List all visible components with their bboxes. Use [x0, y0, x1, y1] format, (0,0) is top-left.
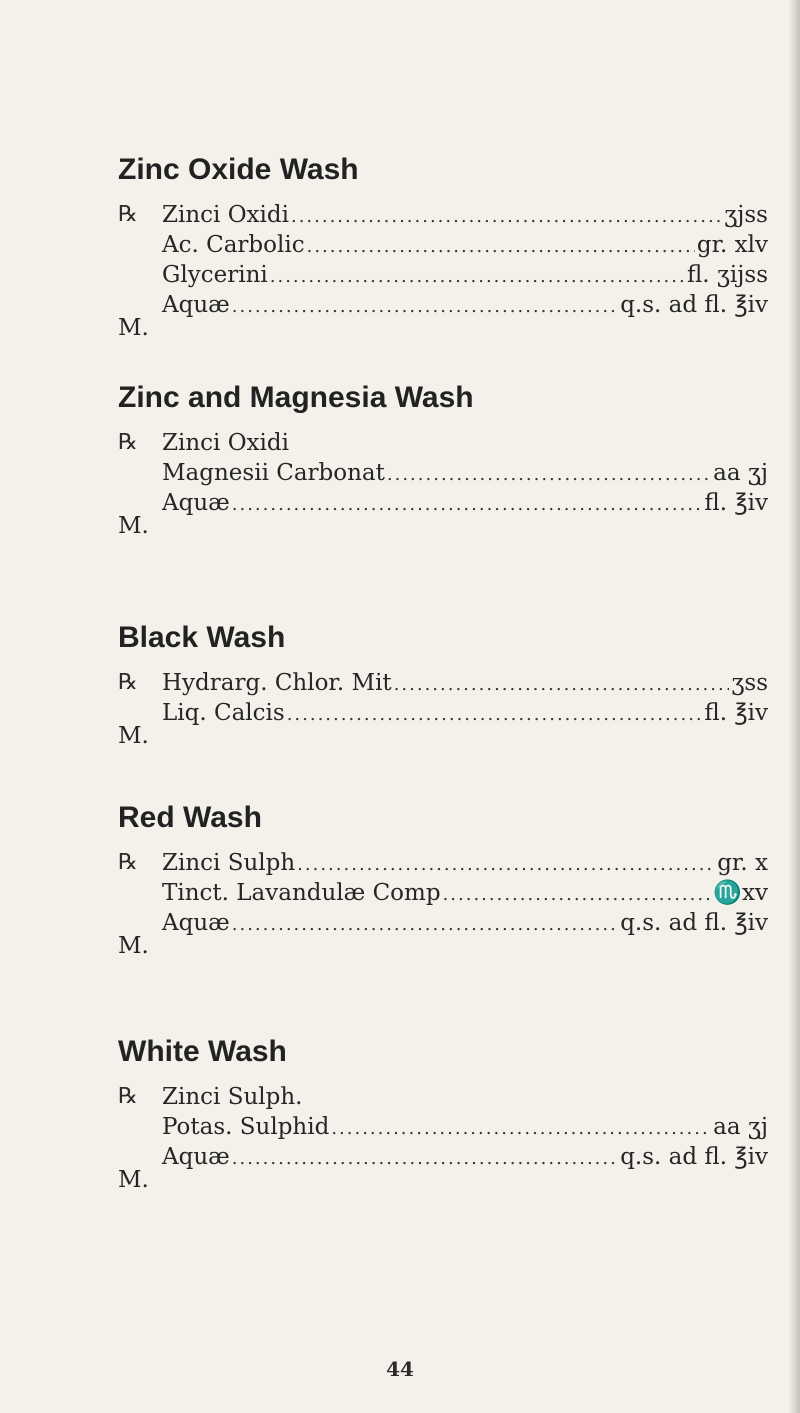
ingredient-name: Aquæ — [162, 292, 230, 318]
ingredient-quantity: q.s. ad fl. ℥iv — [620, 1144, 768, 1170]
ingredient-name: Zinci Oxidi — [162, 202, 289, 228]
ingredient-line — [118, 668, 768, 698]
ingredient-quantity: gr. xlv — [696, 232, 768, 258]
ingredient-line — [118, 290, 768, 320]
ingredient-line — [118, 200, 768, 230]
dot-leader — [232, 292, 618, 322]
ingredient-quantity: aa ʒj — [713, 460, 768, 486]
dot-leader — [270, 262, 685, 292]
ingredient-line — [118, 428, 768, 458]
prescription-symbol: ℞ — [118, 202, 138, 227]
ingredient-quantity: gr. x — [717, 850, 768, 876]
ingredient — [162, 290, 768, 322]
prescription-symbol: ℞ — [118, 670, 138, 695]
ingredient — [162, 428, 768, 458]
ingredient-name: Glycerini — [162, 262, 268, 288]
recipe-title: Black Wash — [118, 621, 286, 654]
ingredient-line — [118, 848, 768, 878]
dot-leader — [387, 460, 711, 490]
recipe-title: Zinc Oxide Wash — [118, 153, 359, 186]
ingredient — [162, 488, 768, 520]
ingredient-name: Aquæ — [162, 910, 230, 936]
recipe-closing: M. — [118, 315, 149, 341]
ingredient-name: Zinci Oxidi — [162, 430, 289, 456]
ingredient-line — [118, 1082, 768, 1112]
recipe-zinc-oxide-wash — [118, 152, 768, 341]
ingredient-name: Aquæ — [162, 490, 230, 516]
ingredient-quantity: ʒjss — [724, 202, 768, 228]
ingredient-name: Aquæ — [162, 1144, 230, 1170]
ingredient-line — [118, 878, 768, 908]
ingredient-quantity: ʒss — [731, 670, 768, 696]
ingredient — [162, 1112, 768, 1144]
dot-leader — [287, 700, 703, 730]
recipe-black-wash — [118, 620, 768, 749]
ingredient — [162, 668, 768, 700]
ingredient-name: Hydrarg. Chlor. Mit — [162, 670, 392, 696]
dot-leader — [297, 850, 715, 880]
recipe-title: Zinc and Magnesia Wash — [118, 381, 474, 414]
ingredient-name: Liq. Calcis — [162, 700, 285, 726]
ingredient — [162, 200, 768, 232]
dot-leader — [307, 232, 695, 262]
dot-leader — [394, 670, 730, 700]
ingredient — [162, 1142, 768, 1174]
ingredient-quantity: q.s. ad fl. ℥iv — [620, 292, 768, 318]
ingredient-quantity: aa ʒj — [713, 1114, 768, 1140]
ingredient-line — [118, 1142, 768, 1172]
dot-leader — [443, 880, 712, 910]
dot-leader — [232, 490, 703, 520]
ingredient — [162, 260, 768, 292]
recipe-red-wash — [118, 800, 768, 959]
ingredient — [162, 908, 768, 940]
ingredient — [162, 458, 768, 490]
recipe-closing: M. — [118, 933, 149, 959]
recipe-white-wash — [118, 1034, 768, 1193]
ingredient-line — [118, 458, 768, 488]
recipe-title: Red Wash — [118, 801, 262, 834]
ingredient-quantity: ♏xv — [713, 880, 768, 906]
ingredient-line — [118, 488, 768, 518]
recipe-closing: M. — [118, 1167, 149, 1193]
ingredient — [162, 848, 768, 880]
ingredient-line — [118, 230, 768, 260]
ingredient-name: Potas. Sulphid — [162, 1114, 330, 1140]
ingredient-quantity: q.s. ad fl. ℥iv — [620, 910, 768, 936]
page-edge-shadow — [788, 0, 800, 1413]
ingredient — [162, 698, 768, 730]
recipe-title: White Wash — [118, 1035, 287, 1068]
recipe-zinc-and-magnesia-wash — [118, 380, 768, 539]
dot-leader — [232, 1144, 618, 1174]
ingredient-quantity: fl. ʒijss — [686, 262, 768, 288]
ingredient — [162, 230, 768, 262]
ingredient-line — [118, 260, 768, 290]
ingredient-line — [118, 698, 768, 728]
ingredient-name: Tinct. Lavandulæ Comp — [162, 880, 441, 906]
ingredient-quantity: fl. ℥iv — [704, 490, 768, 516]
recipe-closing: M. — [118, 723, 149, 749]
prescription-symbol: ℞ — [118, 1084, 138, 1109]
ingredient-line — [118, 908, 768, 938]
ingredient-name: Ac. Carbolic — [162, 232, 305, 258]
ingredient-name: Zinci Sulph. — [162, 1084, 303, 1110]
ingredient-line — [118, 1112, 768, 1142]
dot-leader — [232, 910, 618, 940]
ingredient-name: Magnesii Carbonat — [162, 460, 385, 486]
prescription-symbol: ℞ — [118, 430, 138, 455]
ingredient-quantity: fl. ℥iv — [704, 700, 768, 726]
ingredient-name: Zinci Sulph — [162, 850, 296, 876]
ingredient — [162, 1082, 768, 1112]
prescription-symbol: ℞ — [118, 850, 138, 875]
recipe-closing: M. — [118, 513, 149, 539]
ingredient — [162, 878, 768, 910]
dot-leader — [291, 202, 722, 232]
page-number: 44 — [386, 1357, 414, 1381]
dot-leader — [331, 1114, 711, 1144]
